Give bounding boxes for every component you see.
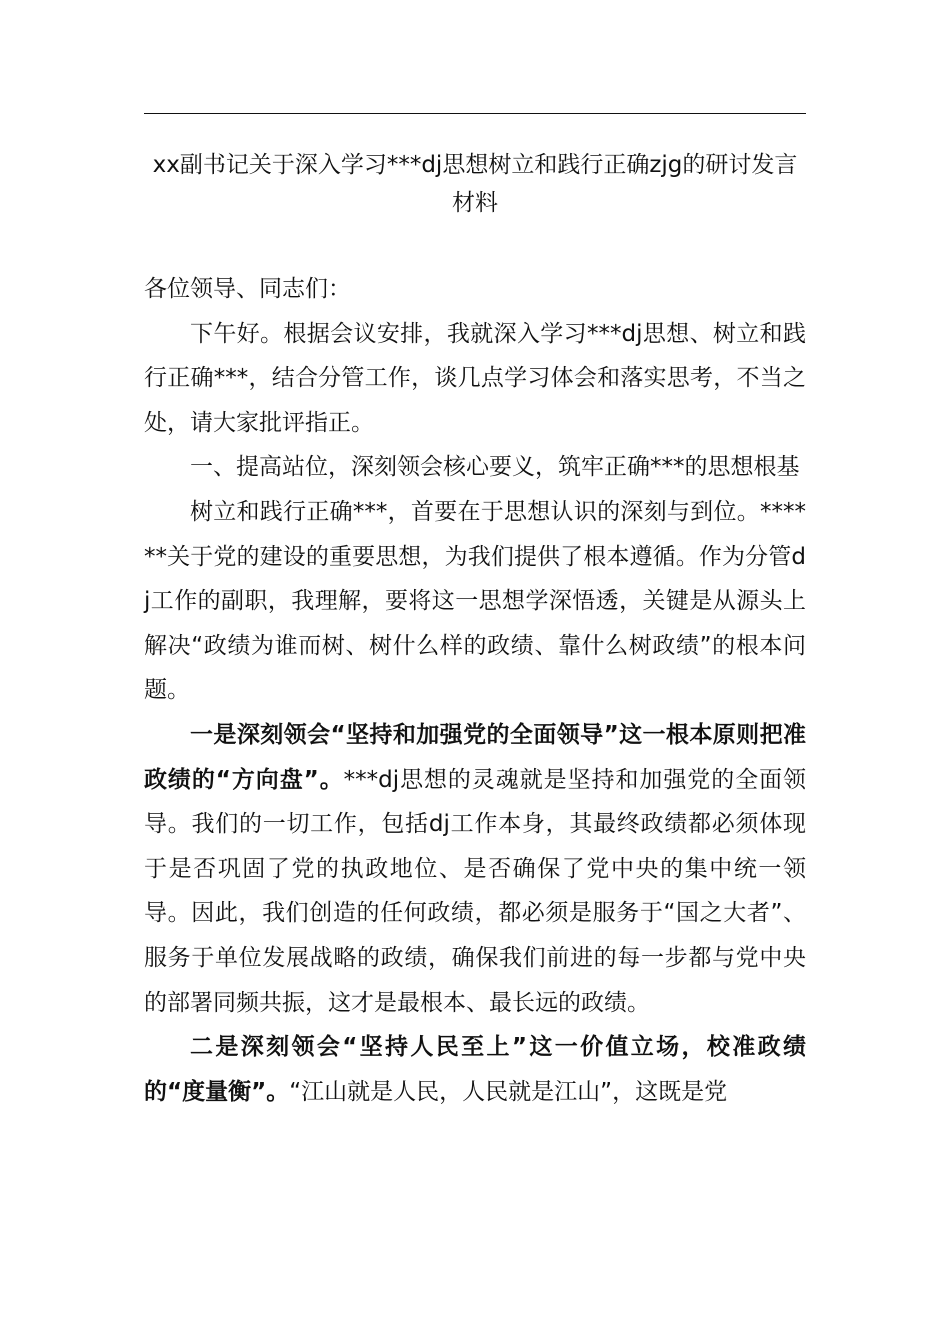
document-body [144,146,806,1114]
paragraph-point-2 [144,1025,806,1114]
section-heading-1 [144,445,806,490]
paragraph-text: 树立和践行正确***，首要在于思想认识的深刻与到位。******关于党的建设的重要思想，为我们提供了根本遵循。作为分管dj工作的副职，我理解，要将这一思想学深悟透，关键是从源头上解决“政绩为谁而树、树什么样的政绩、靠什么树政绩”的根本问题。 [144,498,806,704]
paragraph-text: ***dj思想的灵魂就是坚持和加强党的全面领导。我们的一切工作，包括dj工作本身，其最终政绩都必须体现于是否巩固了党的执政地位、是否确保了党中央的集中统一领导。因此，我们创造的任何政绩，都必须是服务于“国之大者”、服务于单位发展战略的政绩，确保我们前进的每一步都与党中央的部署同频共振，这才是最根本、最长远的政绩。 [144,766,806,1016]
document-title: xx副书记关于深入学习***dj思想树立和践行正确zjg的研讨发言材料 [152,152,798,216]
header-rule [144,113,806,114]
paragraph-lead: 一是深刻领会“坚持和加强党的全面领导”这一根本原则把准政绩的“方向盘”。 [144,721,806,793]
paragraph-intro [144,490,806,713]
paragraph-text: “江山就是人民，人民就是江山”，这既是党 [289,1078,728,1105]
paragraph-lead: 二是深刻领会“坚持人民至上”这一价值立场，校准政绩的“度量衡”。 [144,1034,806,1105]
paragraph-point-1 [144,713,806,1025]
paragraph-text: 一、提高站位，深刻领会核心要义，筑牢正确***的思想根基 [190,454,800,481]
salutation: 各位领导、同志们： [144,276,351,302]
paragraph-text: 下午好。根据会议安排，我就深入学习***dj思想、树立和践行正确***，结合分管工作，谈几点学习体会和落实思考，不当之处，请大家批评指正。 [144,320,806,436]
paragraph-greeting [144,312,806,446]
